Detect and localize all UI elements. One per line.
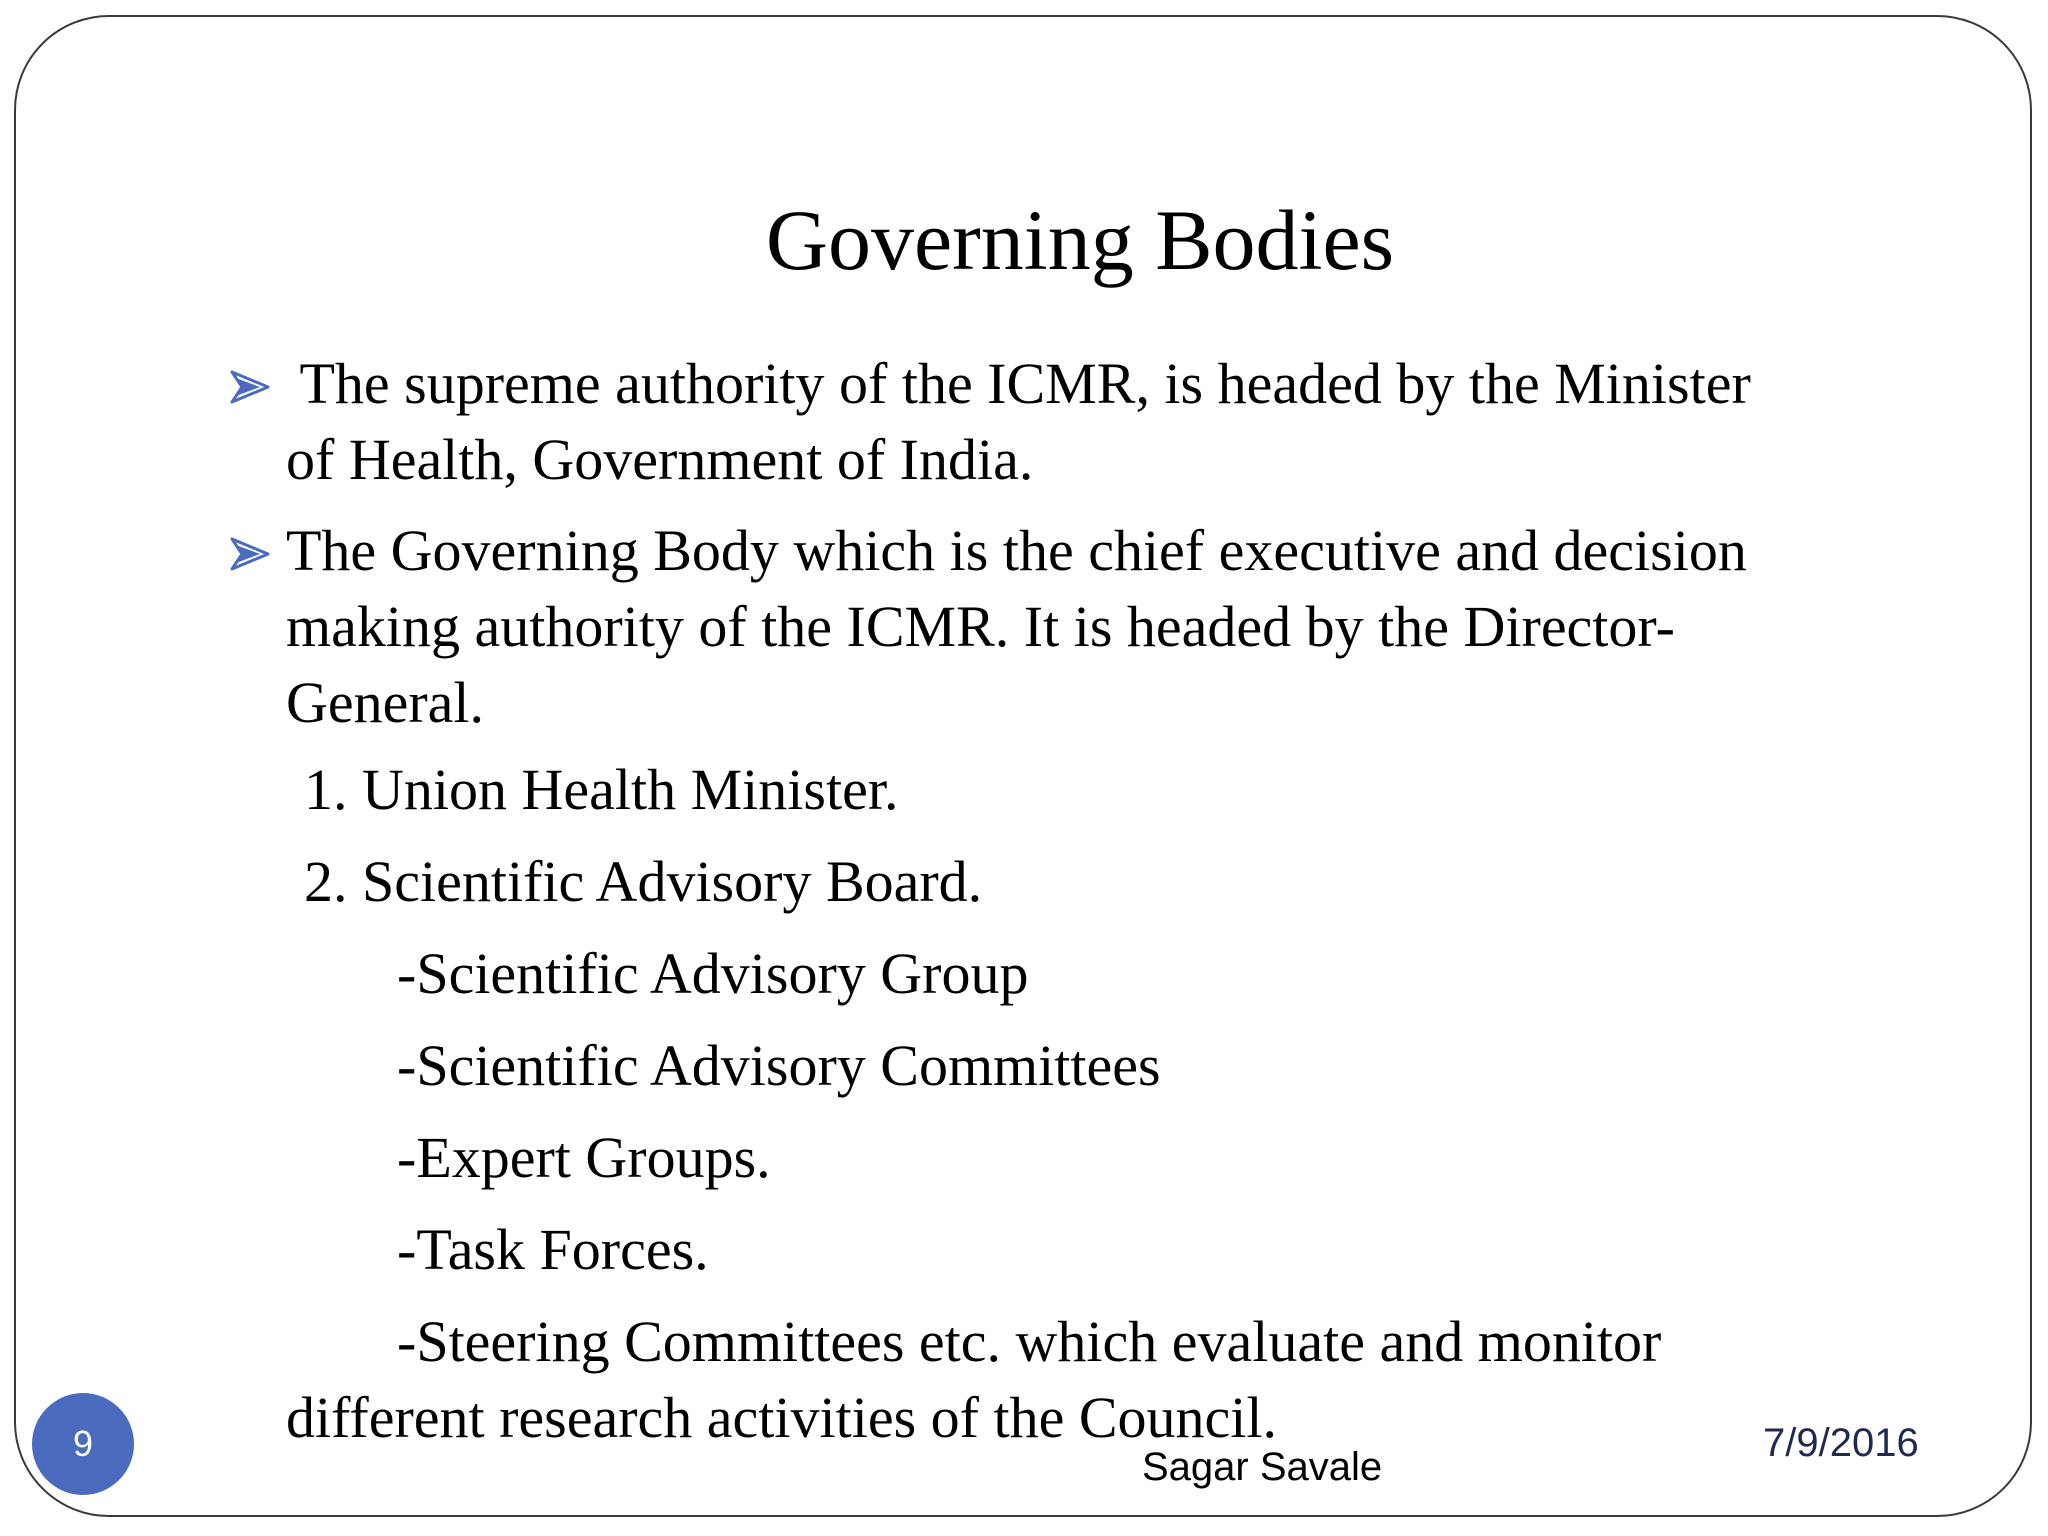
author-name: Sagar Savale xyxy=(1142,1445,1383,1489)
bullet-line: making authority of the ICMR. It is headed by the Director- xyxy=(286,594,1675,659)
bullet-line: of Health, Government of India. xyxy=(286,427,1034,492)
sub-item: -Task Forces. xyxy=(397,1217,709,1282)
slide-number-badge: 9 xyxy=(32,1393,134,1495)
bullet-item xyxy=(286,346,1906,498)
sub-item: -Scientific Advisory Committees xyxy=(397,1033,1161,1098)
bullet-line: The Governing Body which is the chief executive and decision xyxy=(286,518,1747,583)
slide-date: 7/9/2016 xyxy=(1763,1421,1919,1465)
sub-item: -Expert Groups. xyxy=(397,1125,771,1190)
arrow-bullet-icon xyxy=(230,370,270,404)
bullet-line: The supreme authority of the ICMR, is headed by the Minister xyxy=(286,351,1751,416)
slide-title: Governing Bodies xyxy=(765,192,1395,288)
numbered-item: 1. Union Health Minister. xyxy=(304,757,899,822)
numbered-item: 2. Scientific Advisory Board. xyxy=(304,849,983,914)
bullet-line: General. xyxy=(286,670,485,735)
bullet-item xyxy=(286,513,1906,741)
arrow-bullet-icon xyxy=(230,537,270,571)
sub-item: -Steering Committees etc. which evaluate and monitor xyxy=(397,1309,1662,1374)
sub-item: -Scientific Advisory Group xyxy=(397,941,1029,1006)
continuation-line: different research activities of the Council. xyxy=(286,1385,1277,1450)
